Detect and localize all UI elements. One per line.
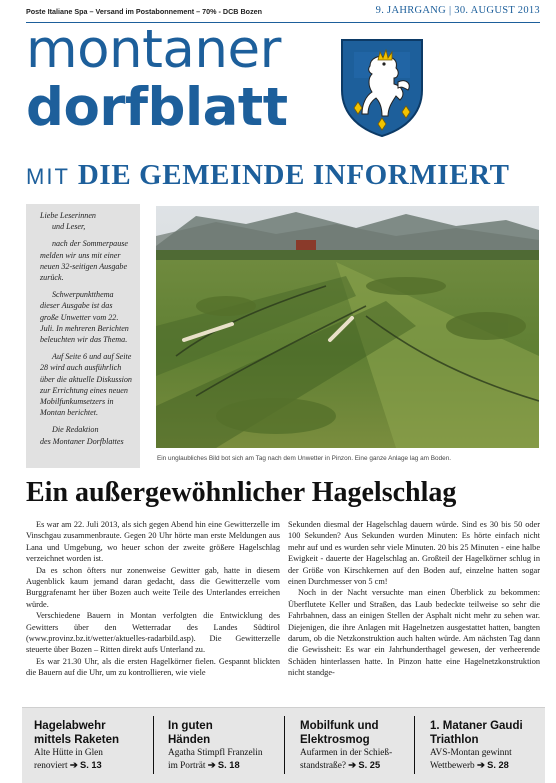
editorial-greeting2: und Leser, [52,222,86,232]
teaser-4-title2: Triathlon [430,733,479,746]
teaser-1-title2: mittels Raketen [34,733,120,746]
article-column-1 [26,519,280,679]
cover-photo [156,206,539,448]
photo-caption: Ein unglaubliches Bild bot sich am Tag nach dem Unwetter in Pinzon. Eine ganze Anlage lag am Boden. [157,455,452,462]
masthead-line1: montaner [26,19,281,80]
teaser-3-title2: Elektrosmog [300,733,370,746]
teaser-2-desc2: im Porträt [168,761,206,771]
article-col1-p3: Verschiedene Bauern in Montan verfolgten die Entwicklung des Gewitters über den Wetterradar des Landes Südtirol (www.provinz.bz.it/wetter/aktuelles-radarbild.asp). Die Gewitterzelle steuerte über Bozen – Ritten direkt aufs Unterland zu. [26,611,280,655]
editorial-p1: nach der Sommerpause melden wir uns mit einer neuen 32-seitigen Ausgabe zurück. [40,239,128,283]
masthead-subtitle [26,158,510,194]
editorial-box [26,204,140,468]
teaser-1-title1: Hagelabwehr [34,720,106,732]
arrow-right-icon: ➔ [69,760,78,770]
article-col2-p2: Noch in der Nacht versuchte man einen Überblick zu bekommen: Überflutete Keller und Straßen, das Laub bedeckte teilweise so sehr die Fahrbahnen, dass an einigen Stellen der Asphalt nicht mehr zu sehen war. Diejenigen, die ihre Anlagen mit Hagelnetzen ausgestattet hatten, bangten darum, ob die Netzkonstruktion auch halten würde. Am nächsten Tag dann die Gewissheit: Es war ein Jahrhunderthagel gewesen, der verheerende Schäden hinterlassen hatte. In Pinzon hatte eine Hagelnetzkonstruktion nicht standge- [288,588,540,678]
teaser-divider [153,716,154,774]
teaser-divider [284,716,285,774]
subtitle-title: DIE GEMEINDE INFORMIERT [77,159,510,191]
article-col1-p2: Da es schon öfters nur zonenweise Gewitter gab, hatte in diesem Augenblick kaum jemand daran gedacht, dass die Gewitterzelle vom Burggrafenamt her über Bozen auch weite Teile des Unterlandes erreichen würde. [26,565,280,609]
article-col1-p4: Es war 21.30 Uhr, als die ersten Hagelkörner fielen. Gespannt blickten die Bauern auf die Uhr, um zu kontrollieren, wie viele [26,656,280,678]
teaser-1-desc1: Alte Hütte in Glen [34,748,103,758]
teaser-3[interactable] [300,720,392,772]
article-col2-p1: Sekunden diesmal der Hagelschlag dauern würde. Sind es 30 bis 50 oder 100 Sekunden? Aus Sekunden wurden Minuten: Es hörte einfach nicht mehr auf und es wurden sehr viele Minuten. 20 bis 25 Minuten - eine halbe Ewigkeit - dauerte der Hagelschlag an. Großteil der Hagelkörner schlug in der Größe von Kirschkernen auf den Boden auf, einzelne hatten sogar einen Durchmesser von 5 cm! [288,520,540,587]
issue-line: 9. JAHRGANG | 30. AUGUST 2013 [375,5,540,16]
teaser-divider [414,716,415,774]
teaser-3-title1: Mobilfunk und [300,720,379,732]
teaser-4[interactable] [430,720,523,772]
editorial-sign1: Die Redaktion [52,425,99,435]
teaser-2-title1: In guten [168,720,213,732]
arrow-right-icon: ➔ [207,760,216,770]
publisher-line: Poste Italiane Spa – Versand im Postabonnement – 70% - DCB Bozen [26,7,263,16]
teaser-2-desc1: Agatha Stimpfl Franzelin [168,748,263,758]
article-column-2 [288,519,540,679]
teaser-3-desc1: Aufarmen in der Schieß- [300,748,393,758]
teaser-2-page: S. 18 [217,760,240,770]
article-col1-p1: Es war am 22. Juli 2013, als sich gegen Abend hin eine Gewitterzelle im Vinschgau zusammenbraute. Gegen 20 Uhr hörte man erste Meldungen aus Lana und Umgebung, wo heuer schon der zweite größere Hagelschlag verzeichnet worden ist. [26,520,280,564]
teaser-4-title1: 1. Mataner Gaudi [430,720,523,732]
teaser-1[interactable] [34,720,119,772]
teaser-4-desc2: Wettbewerb [430,761,475,771]
arrow-right-icon: ➔ [348,760,357,770]
coat-of-arms-lion-icon [340,38,424,138]
article-headline: Ein außergewöhnlicher Hagelschlag [26,477,457,508]
masthead-line2: dorfblatt [26,77,288,138]
editorial-p2: Schwerpunktthema dieser Ausgabe ist das große Unwetter vom 22. Juli. In mehreren Berichten beleuchten wir das Thema. [40,290,129,345]
teaser-3-page: S. 25 [358,760,381,770]
teaser-2-title2: Händen [168,733,211,746]
teaser-1-page: S. 13 [80,760,102,770]
teaser-bar [22,707,545,783]
teaser-3-desc2: standstraße? [300,761,346,771]
editorial-sign2: des Montaner Dorfblattes [40,436,124,446]
teaser-4-desc1: AVS-Montan gewinnt [430,748,512,758]
editorial-p3: Auf Seite 6 und auf Seite 28 wird auch ausführlich über die aktuelle Diskussion zur Errichtung eines neuen Mobilfunkumsetzers in Montan berichtet. [40,352,132,418]
teaser-1-desc2: renoviert [34,761,68,771]
editorial-greeting1: Liebe Leserinnen [40,211,96,220]
teaser-2[interactable] [168,720,263,772]
arrow-right-icon: ➔ [477,760,485,770]
teaser-4-page: S. 28 [487,760,509,770]
subtitle-prefix: MIT [26,164,70,189]
